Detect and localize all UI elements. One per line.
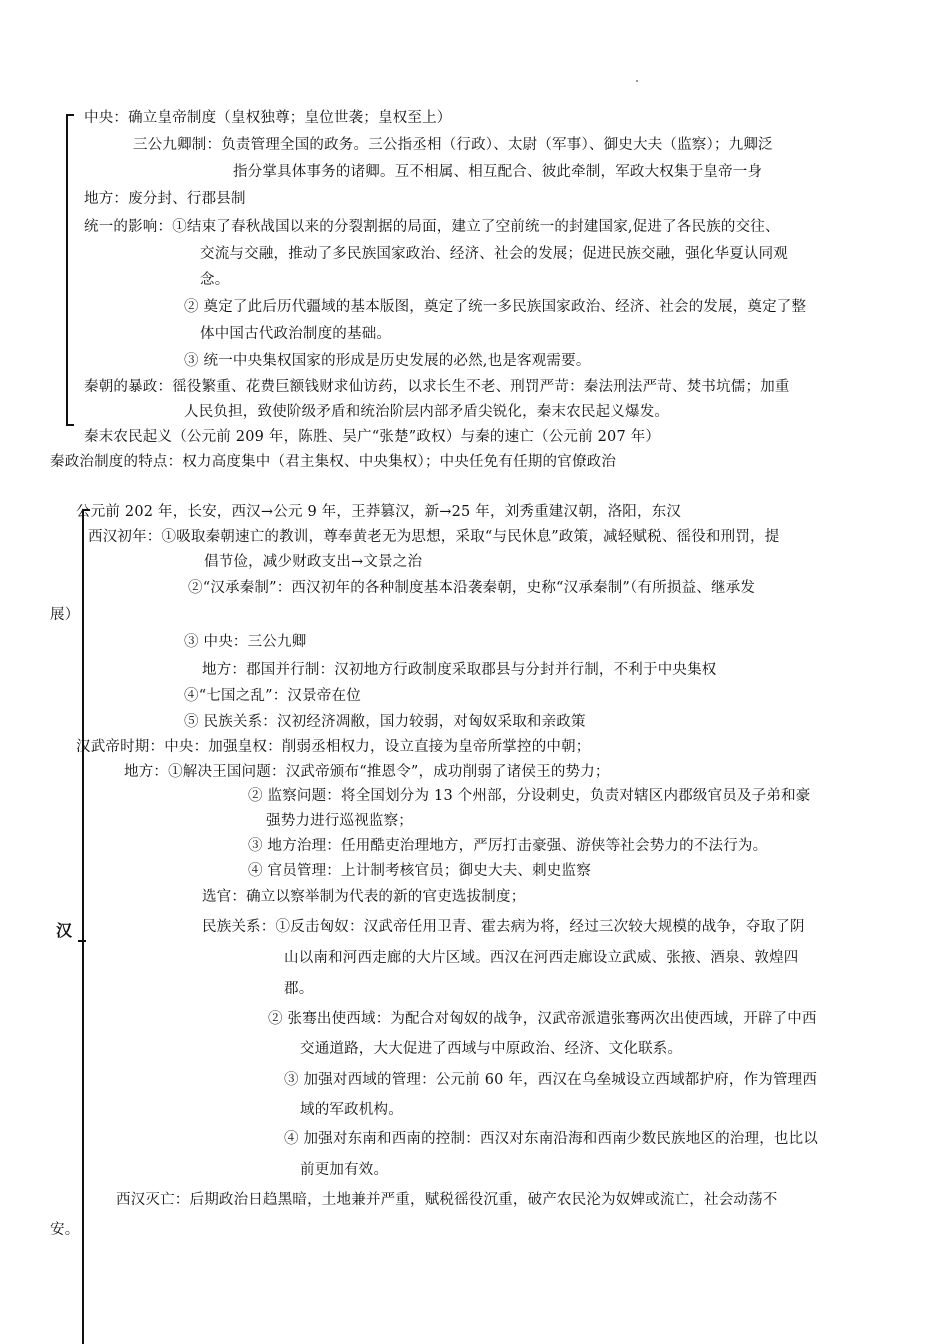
han-ethnic-1b: 山以南和河西走廊的大片区域。西汉在河西走廊设立武威、张掖、酒泉、敦煌四 (284, 950, 799, 966)
han-wudi-local-4: ④ 官员管理：上计制考核官员；御史大夫、刺史监察 (248, 863, 591, 879)
han-ethnic-1c: 郡。 (284, 981, 314, 997)
han-ethnic-4b: 前更加有效。 (300, 1162, 389, 1178)
han-early-1b: 倡节俭，减少财政支出→文景之治 (204, 554, 423, 570)
qin-sangong-line1: 三公九卿制：负责管理全国的政务。三公指丞相（行政）、太尉（军事）、御史大夫（监察）；九卿泛 (133, 137, 773, 153)
han-timeline: 公元前 202 年，长安，西汉→公元 9 年，王莽篡汉，新→25 年，刘秀重建汉朝，洛阳，东汉 (76, 504, 682, 520)
han-ethnic-3a: ③ 加强对西域的管理：公元前 60 年，西汉在乌垒城设立西域都护府，作为管理西 (284, 1072, 818, 1088)
han-wudi-center: 汉武帝时期：中央：加强皇权：削弱丞相权力，设立直接为皇帝所掌控的中朝； (76, 739, 591, 755)
han-early-2a: ②“汉承秦制”：西汉初年的各种制度基本沿袭秦朝，史称“汉承秦制”（有所损益、继承发 (188, 580, 756, 596)
han-wudi-local-1: 地方：①解决王国问题：汉武帝颁布“推恩令”，成功削弱了诸侯王的势力； (124, 764, 610, 780)
han-early-3: ③ 中央：三公九卿 (184, 634, 307, 650)
han-wudi-select: 选官：确立以察举制为代表的新的官吏选拔制度； (202, 889, 526, 905)
qin-center: 中央：确立皇帝制度（皇权独尊；皇位世袭；皇权至上） (84, 110, 452, 126)
han-fall-2: 安。 (50, 1222, 80, 1238)
qin-bracket-top-tick (66, 114, 74, 116)
han-ethnic-2b: 交通道路，大大促进了西域与中原政治、经济、文化联系。 (300, 1041, 683, 1057)
qin-features: 秦政治制度的特点：权力高度集中（君主集权、中央集权）；中央任免有任期的官僚政治 (50, 454, 617, 470)
qin-sangong-line2: 指分掌具体事务的诸卿。互不相属、相互配合、彼此牵制，军政大权集于皇帝一身 (233, 164, 763, 180)
han-wudi-local-3: ③ 地方治理：任用酷吏治理地方，严厉打击豪强、游侠等社会势力的不法行为。 (248, 838, 768, 854)
qin-bracket-bottom-tick (66, 424, 74, 426)
han-wudi-local-2a: ② 监察问题：将全国划分为 13 个州部，分设刺史，负责对辖区内郡级官员及子弟和豪 (248, 788, 811, 804)
han-bracket-mid-tick (78, 940, 86, 942)
qin-impact-1c: 念。 (200, 272, 230, 288)
qin-impact-1b: 交流与交融，推动了多民族国家政治、经济、社会的发展；促进民族交融，强化华夏认同观 (200, 246, 788, 262)
qin-impact-3: ③ 统一中央集权国家的形成是历史发展的必然,也是客观需要。 (184, 353, 591, 369)
han-label: 汉 (56, 921, 73, 940)
han-early-5: ⑤ 民族关系：汉初经济凋敝，国力较弱，对匈奴采取和亲政策 (184, 714, 586, 730)
qin-local: 地方：废分封、行郡县制 (84, 191, 246, 207)
qin-tyranny-2: 人民负担，致使阶级矛盾和统治阶层内部矛盾尖锐化，秦末农民起义爆发。 (184, 404, 670, 420)
han-early-3-local: 地方：郡国并行制：汉初地方行政制度采取郡县与分封并行制，不利于中央集权 (202, 662, 717, 678)
han-fall-1: 西汉灭亡：后期政治日趋黑暗，土地兼并严重，赋税徭役沉重，破产农民沦为奴婢或流亡，社会动荡不 (116, 1192, 778, 1208)
han-ethnic-1a: 民族关系：①反击匈奴：汉武帝任用卫青、霍去病为将，经过三次较大规模的战争，夺取了阴 (202, 919, 805, 935)
qin-uprising: 秦末农民起义（公元前 209 年，陈胜、吴广“张楚”政权）与秦的速亡（公元前 207 年） (84, 429, 661, 445)
qin-impact-2b: 体中国古代政治制度的基础。 (200, 326, 392, 342)
qin-tyranny-1: 秦朝的暴政：徭役繁重、花费巨额钱财求仙访药，以求长生不老、刑罚严苛：秦法刑法严苛、焚书坑儒；加重 (84, 379, 790, 395)
han-wudi-local-2b: 强势力进行巡视监察； (266, 813, 413, 829)
han-early-2b: 展） (50, 607, 80, 623)
han-ethnic-2a: ② 张骞出使西域：为配合对匈奴的战争，汉武帝派遣张骞两次出使西域，开辟了中西 (268, 1011, 817, 1027)
han-bracket-line (82, 509, 84, 1344)
han-early-1a: 西汉初年：①吸取秦朝速亡的教训，尊奉黄老无为思想，采取“与民休息”政策，减轻赋税、徭役和刑罚，提 (88, 529, 780, 545)
han-ethnic-3b: 域的军政机构。 (300, 1102, 403, 1118)
page-dot (636, 80, 638, 82)
qin-bracket-line (66, 114, 68, 426)
qin-impact-1a: 统一的影响：①结束了春秋战国以来的分裂割据的局面，建立了空前统一的封建国家,促进了各民族的交往、 (84, 219, 780, 235)
qin-impact-2a: ② 奠定了此后历代疆域的基本版图，奠定了统一多民族国家政治、经济、社会的发展，奠定了整 (184, 299, 807, 315)
han-ethnic-4a: ④ 加强对东南和西南的控制：西汉对东南沿海和西南少数民族地区的治理，也比以 (284, 1131, 819, 1147)
han-early-4: ④“七国之乱”：汉景帝在位 (184, 688, 361, 704)
